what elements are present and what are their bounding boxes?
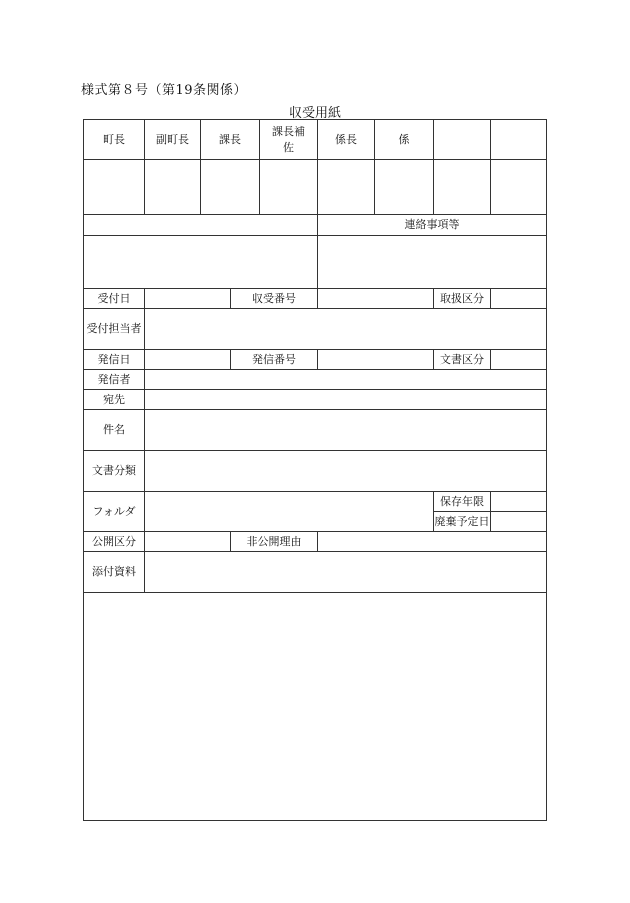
sent-row [84,350,547,370]
folder-label: フォルダ [84,492,145,532]
non-disclosure-reason-label: 非公開理由 [231,532,318,552]
received-row [84,289,547,309]
disposal-date-label: 廃棄予定日 [434,512,491,532]
receipt-number-field[interactable] [318,289,434,309]
receiving-person-row [84,309,547,350]
folder-row [84,492,547,512]
seal-box-blank-1[interactable] [434,160,491,215]
sender-field[interactable] [145,370,547,390]
disclosure-row [84,532,547,552]
sent-date-label: 発信日 [84,350,145,370]
approval-role-assistant-chief [260,120,318,160]
approval-role-town-mayor: 町長 [84,120,145,160]
approval-role-blank-2 [491,120,547,160]
received-date-label: 受付日 [84,289,145,309]
document-category-field[interactable] [491,350,547,370]
sent-date-field[interactable] [145,350,231,370]
seal-box-town-mayor[interactable] [84,160,145,215]
seal-box-section-chief[interactable] [201,160,260,215]
attachments-field[interactable] [145,552,547,593]
retention-period-field[interactable] [491,492,547,512]
notes-label: 連絡事項等 [318,215,547,236]
assistant-chief-label: 課長補佐 [272,124,305,154]
seal-box-deputy-mayor[interactable] [145,160,201,215]
handling-category-field[interactable] [491,289,547,309]
subject-field[interactable] [145,410,547,451]
approval-role-blank-1 [434,120,491,160]
disposal-date-field[interactable] [491,512,547,532]
attachments-label: 添付資料 [84,552,145,593]
addressee-label: 宛先 [84,390,145,410]
disclosure-category-label: 公開区分 [84,532,145,552]
handling-category-label: 取扱区分 [434,289,491,309]
approval-seal-row [84,160,547,215]
receiving-person-field[interactable] [145,309,547,350]
addressee-field[interactable] [145,390,547,410]
document-category-label: 文書区分 [434,350,491,370]
approval-header-row [84,120,547,160]
form-title: 収受用紙 [288,106,341,121]
free-area-row [84,593,547,821]
document-classification-label: 文書分類 [84,451,145,492]
sent-number-label: 発信番号 [231,350,318,370]
sent-number-field[interactable] [318,350,434,370]
subject-label: 件名 [84,410,145,451]
notes-body-row [84,236,547,289]
received-date-field[interactable] [145,289,231,309]
folder-field[interactable] [145,492,434,532]
approval-role-deputy-mayor: 副町長 [145,120,201,160]
notes-left-field[interactable] [84,236,318,289]
receipt-form-table [83,119,547,821]
seal-box-staff[interactable] [375,160,434,215]
sender-row [84,370,547,390]
document-classification-row [84,451,547,492]
approval-role-staff: 係 [375,120,434,160]
document-classification-field[interactable] [145,451,547,492]
free-writing-area[interactable] [84,593,547,821]
subject-row [84,410,547,451]
approval-role-subsection-chief: 係長 [318,120,375,160]
attachments-row [84,552,547,593]
addressee-row [84,390,547,410]
seal-box-subsection-chief[interactable] [318,160,375,215]
notes-field[interactable] [318,236,547,289]
seal-box-assistant-chief[interactable] [260,160,318,215]
notes-header-row [84,215,547,236]
disclosure-category-field[interactable] [145,532,231,552]
form-number-header: 様式第８号（第19条関係） [81,83,248,98]
non-disclosure-reason-field[interactable] [318,532,547,552]
seal-box-blank-2[interactable] [491,160,547,215]
receiving-person-label: 受付担当者 [84,309,145,350]
receipt-number-label: 収受番号 [231,289,318,309]
notes-header-blank [84,215,318,236]
sender-label: 発信者 [84,370,145,390]
retention-period-label: 保存年限 [434,492,491,512]
approval-role-section-chief: 課長 [201,120,260,160]
